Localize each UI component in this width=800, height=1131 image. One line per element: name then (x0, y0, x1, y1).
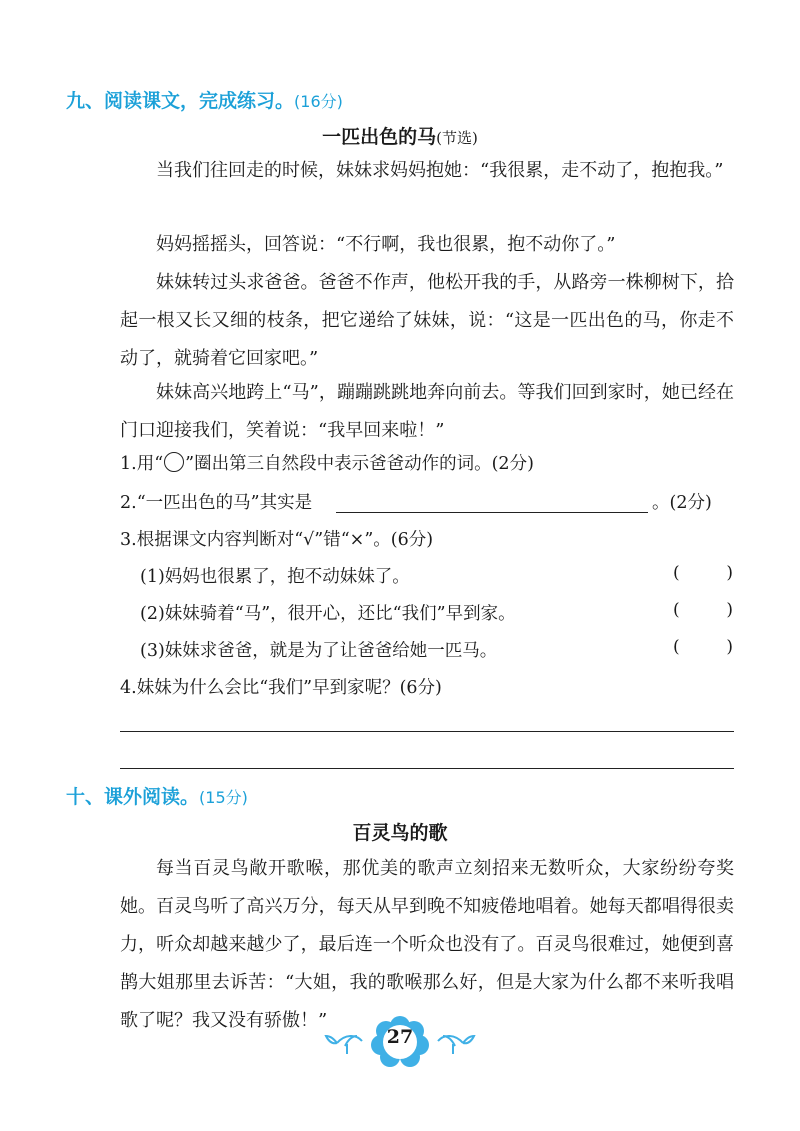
judge-answer-3[interactable] (673, 637, 733, 657)
judge-item-2: (2)妹妹骑着“马”，很开心，还比“我们”早到家。 (140, 604, 516, 624)
section-10-title: 十、课外阅读。 (66, 786, 200, 808)
extra-reading-paragraph: 每当百灵鸟敞开歌喉，那优美的歌声立刻招来无数听众，大家纷纷夸奖她。百灵鸟听了高兴万分，每天从早到晚不知疲倦地唱着。她每天都唱得很卖力，听众却越来越少了，最后连一个听众也没有了。百灵鸟很难过，她便到喜鹊大姐那里去诉苦：“大姐，我的歌喉那么好，但是大家为什么都不来听我唱歌了呢？我又没有骄傲！” (120, 858, 734, 1031)
passage-paragraph-2: 妈妈摇摇头，回答说：“不行啊，我也很累，抱不动你了。” (156, 234, 616, 255)
judge-item-1: (1)妈妈也很累了，抱不动妹妹了。 (140, 567, 410, 587)
q4-answer-line-1[interactable] (120, 731, 734, 732)
judge-item-3: (3)妹妹求爸爸，就是为了让爸爸给她一匹马。 (140, 641, 498, 661)
question-4: 4.妹妹为什么会比“我们”早到家呢？(6分) (120, 678, 442, 698)
passage-paragraph-4: 妹妹高兴地跨上“马”，蹦蹦跳跳地奔向前去。等我们回到家时，她已经在门口迎接我们，笑着说：“我早回来啦！” (120, 382, 734, 441)
story-title-1-sub: (节选) (436, 129, 478, 147)
page-footer (0, 1010, 800, 1070)
question-3: 3.根据课文内容判断对“√”错“×”。(6分) (120, 530, 434, 550)
paren-close: ) (726, 563, 733, 583)
question-2-prefix: 2.“一匹出色的马”其实是 (120, 493, 313, 513)
story-title-2: 百灵鸟的歌 (352, 822, 448, 844)
question-1-prefix: 1.用“ (120, 454, 164, 474)
paren-open: ( (673, 563, 680, 583)
paren-open: ( (673, 637, 680, 657)
paren-open: ( (673, 600, 680, 620)
q2-answer-line[interactable] (336, 512, 648, 513)
sprout-right-icon (438, 1036, 474, 1054)
passage-paragraph-1: 当我们往回走的时候，妹妹求妈妈抱她：“我很累，走不动了，抱抱我。” (156, 160, 724, 181)
section-10-score: (15分) (199, 788, 248, 807)
judge-answer-1[interactable] (673, 563, 733, 583)
story-title-1-text: 一匹出色的马 (322, 126, 437, 148)
section-9-score: (16分) (294, 92, 343, 111)
story-title-1 (0, 122, 800, 149)
paren-close: ) (726, 637, 733, 657)
paren-close: ) (726, 600, 733, 620)
question-1-suffix: ”圈出第三自然段中表示爸爸动作的词。(2分) (185, 454, 534, 474)
section-10-heading (66, 782, 248, 809)
question-1 (120, 450, 534, 475)
question-2-suffix: 。(2分) (652, 493, 712, 513)
section-9-title: 九、阅读课文，完成练习。 (66, 90, 295, 112)
circle-icon (164, 452, 184, 472)
passage-paragraph-3: 妹妹转过头求爸爸。爸爸不作声，他松开我的手，从路旁一株柳树下，拾起一根又长又细的枝条，把它递给了妹妹，说：“这是一匹出色的马，你走不动了，就骑着它回家吧。” (120, 272, 734, 369)
page-number: 27 (386, 1026, 414, 1048)
sprout-left-icon (326, 1036, 362, 1054)
section-9-heading (66, 86, 343, 113)
q4-answer-line-2[interactable] (120, 768, 734, 769)
judge-answer-2[interactable] (673, 600, 733, 620)
